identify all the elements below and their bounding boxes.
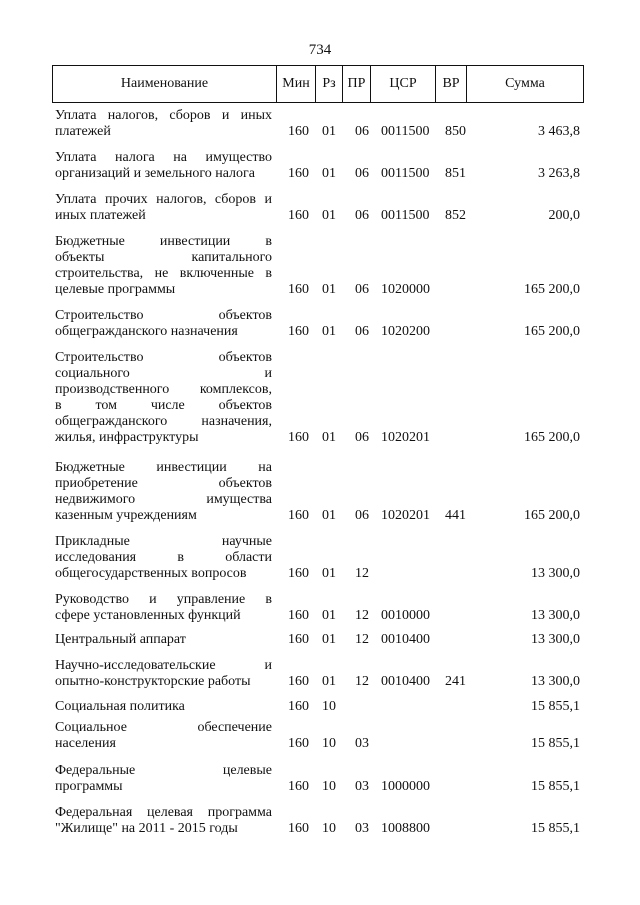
- row-rz: 10: [322, 779, 336, 794]
- row-sum: 15 855,1: [531, 779, 580, 794]
- row-min: 160: [288, 430, 309, 445]
- row-name: [55, 350, 272, 446]
- row-name: [55, 805, 272, 837]
- row-csr: 0011500: [381, 124, 430, 139]
- row-name: [55, 460, 272, 524]
- row-rz: 01: [322, 324, 336, 339]
- row-rz: 01: [322, 632, 336, 647]
- table-row: [0, 699, 640, 715]
- row-name-line: недвижимого имущества: [55, 492, 272, 507]
- row-name: [55, 308, 272, 340]
- row-pr: 12: [355, 674, 369, 689]
- row-pr: 03: [355, 821, 369, 836]
- table-row: [0, 658, 640, 690]
- row-name-line: Федеральная целевая программа: [55, 805, 272, 820]
- row-sum: 165 200,0: [524, 508, 580, 523]
- row-name-line: казенным учреждениям: [55, 508, 197, 523]
- row-name-line: Центральный аппарат: [55, 632, 186, 647]
- row-name-line: Бюджетные инвестиции на: [55, 460, 272, 475]
- row-csr: 0011500: [381, 208, 430, 223]
- table-row: [0, 234, 640, 298]
- row-name-line: объекты капитального: [55, 250, 272, 265]
- row-sum: 13 300,0: [531, 674, 580, 689]
- row-name-line: сфере установленных функций: [55, 608, 241, 623]
- row-pr: 06: [355, 430, 369, 445]
- row-name-line: Федеральные целевые: [55, 763, 272, 778]
- row-csr: 1020201: [381, 508, 430, 523]
- row-name-line: Социальное обеспечение: [55, 720, 272, 735]
- row-name-line: жилья, инфраструктуры: [55, 430, 199, 445]
- row-rz: 10: [322, 821, 336, 836]
- row-sum: 3 463,8: [538, 124, 580, 139]
- row-name: [55, 150, 272, 182]
- row-pr: 12: [355, 566, 369, 581]
- row-min: 160: [288, 821, 309, 836]
- row-csr: 1008800: [381, 821, 430, 836]
- row-name-line: общегражданского назначения,: [55, 414, 272, 429]
- row-vr: 851: [445, 166, 466, 181]
- row-sum: 3 263,8: [538, 166, 580, 181]
- row-sum: 13 300,0: [531, 608, 580, 623]
- row-csr: 1020200: [381, 324, 430, 339]
- table-header: [52, 65, 584, 103]
- row-rz: 01: [322, 208, 336, 223]
- row-name: [55, 234, 272, 298]
- row-sum: 15 855,1: [531, 699, 580, 714]
- row-sum: 13 300,0: [531, 566, 580, 581]
- row-sum: 13 300,0: [531, 632, 580, 647]
- row-name-line: Руководство и управление в: [55, 592, 272, 607]
- row-min: 160: [288, 282, 309, 297]
- row-vr: 241: [445, 674, 466, 689]
- row-sum: 165 200,0: [524, 282, 580, 297]
- row-min: 160: [288, 166, 309, 181]
- row-pr: 06: [355, 166, 369, 181]
- row-pr: 06: [355, 124, 369, 139]
- row-sum: 15 855,1: [531, 736, 580, 751]
- row-pr: 06: [355, 324, 369, 339]
- row-vr: 852: [445, 208, 466, 223]
- row-pr: 06: [355, 208, 369, 223]
- row-name-line: организаций и земельного налога: [55, 166, 255, 181]
- row-name-line: Прикладные научные: [55, 534, 272, 549]
- header-vr: ВР: [436, 66, 467, 103]
- row-csr: 0010400: [381, 632, 430, 647]
- header-pr: ПР: [343, 66, 371, 103]
- row-csr: 1020000: [381, 282, 430, 297]
- row-sum: 15 855,1: [531, 821, 580, 836]
- row-name-line: Бюджетные инвестиции в: [55, 234, 272, 249]
- row-rz: 01: [322, 430, 336, 445]
- row-sum: 165 200,0: [524, 324, 580, 339]
- row-csr: 0011500: [381, 166, 430, 181]
- row-vr: 441: [445, 508, 466, 523]
- row-sum: 165 200,0: [524, 430, 580, 445]
- row-pr: 03: [355, 779, 369, 794]
- row-csr: 0010000: [381, 608, 430, 623]
- header-csr: ЦСР: [371, 66, 436, 103]
- page-number: 734: [308, 42, 332, 58]
- row-name: [55, 192, 272, 224]
- header-sum: Сумма: [467, 66, 584, 103]
- row-rz: 01: [322, 508, 336, 523]
- table-row: [0, 350, 640, 446]
- row-name: [55, 534, 272, 582]
- row-min: 160: [288, 124, 309, 139]
- row-name-line: Научно-исследовательские и: [55, 658, 272, 673]
- row-name: [55, 699, 272, 715]
- table-row: [0, 632, 640, 648]
- table-row: [0, 108, 640, 140]
- row-min: 160: [288, 508, 309, 523]
- row-rz: 01: [322, 124, 336, 139]
- row-name-line: целевые программы: [55, 282, 176, 297]
- row-pr: 06: [355, 508, 369, 523]
- row-name-line: социального и: [55, 366, 272, 381]
- row-name-line: общегражданского назначения: [55, 324, 238, 339]
- row-name-line: программы: [55, 779, 123, 794]
- row-name: [55, 658, 272, 690]
- row-name: [55, 632, 272, 648]
- row-name-line: приобретение объектов: [55, 476, 272, 491]
- row-min: 160: [288, 632, 309, 647]
- row-rz: 01: [322, 166, 336, 181]
- header-rz: Рз: [316, 66, 343, 103]
- table-row: [0, 592, 640, 624]
- row-rz: 01: [322, 282, 336, 297]
- table-row: [0, 308, 640, 340]
- row-csr: 0010400: [381, 674, 430, 689]
- row-name-line: Уплата налогов, сборов и иных: [55, 108, 272, 123]
- row-pr: 12: [355, 608, 369, 623]
- row-min: 160: [288, 779, 309, 794]
- row-vr: 850: [445, 124, 466, 139]
- row-name-line: "Жилище" на 2011 - 2015 годы: [55, 821, 238, 836]
- row-name-line: Строительство объектов: [55, 308, 272, 323]
- row-name-line: в том числе объектов: [55, 398, 272, 413]
- table-row: [0, 150, 640, 182]
- row-pr: 12: [355, 632, 369, 647]
- table-row: [0, 534, 640, 582]
- table-row: [0, 763, 640, 795]
- table-row: [0, 805, 640, 837]
- table-row: [0, 192, 640, 224]
- row-pr: 06: [355, 282, 369, 297]
- row-min: 160: [288, 566, 309, 581]
- row-rz: 01: [322, 608, 336, 623]
- table-row: [0, 460, 640, 524]
- row-sum: 200,0: [548, 208, 580, 223]
- row-name: [55, 592, 272, 624]
- row-name-line: опытно-конструкторские работы: [55, 674, 251, 689]
- row-csr: 1000000: [381, 779, 430, 794]
- row-name-line: строительства, не включенные в: [55, 266, 272, 281]
- row-name: [55, 720, 272, 752]
- row-name-line: иных платежей: [55, 208, 146, 223]
- row-name-line: Строительство объектов: [55, 350, 272, 365]
- row-rz: 01: [322, 566, 336, 581]
- row-name-line: платежей: [55, 124, 111, 139]
- row-name: [55, 763, 272, 795]
- row-rz: 01: [322, 674, 336, 689]
- header-min: Мин: [277, 66, 316, 103]
- header-name: Наименование: [53, 66, 277, 103]
- row-name-line: общегосударственных вопросов: [55, 566, 247, 581]
- table-row: [0, 720, 640, 752]
- row-min: 160: [288, 208, 309, 223]
- row-min: 160: [288, 699, 309, 714]
- row-csr: 1020201: [381, 430, 430, 445]
- row-rz: 10: [322, 699, 336, 714]
- row-rz: 10: [322, 736, 336, 751]
- row-min: 160: [288, 608, 309, 623]
- row-name-line: исследования в области: [55, 550, 272, 565]
- row-pr: 03: [355, 736, 369, 751]
- row-name-line: Уплата прочих налогов, сборов и: [55, 192, 272, 207]
- row-min: 160: [288, 674, 309, 689]
- row-name-line: населения: [55, 736, 116, 751]
- row-name-line: Социальная политика: [55, 699, 185, 714]
- row-min: 160: [288, 324, 309, 339]
- row-min: 160: [288, 736, 309, 751]
- row-name: [55, 108, 272, 140]
- row-name-line: производственного комплексов,: [55, 382, 272, 397]
- row-name-line: Уплата налога на имущество: [55, 150, 272, 165]
